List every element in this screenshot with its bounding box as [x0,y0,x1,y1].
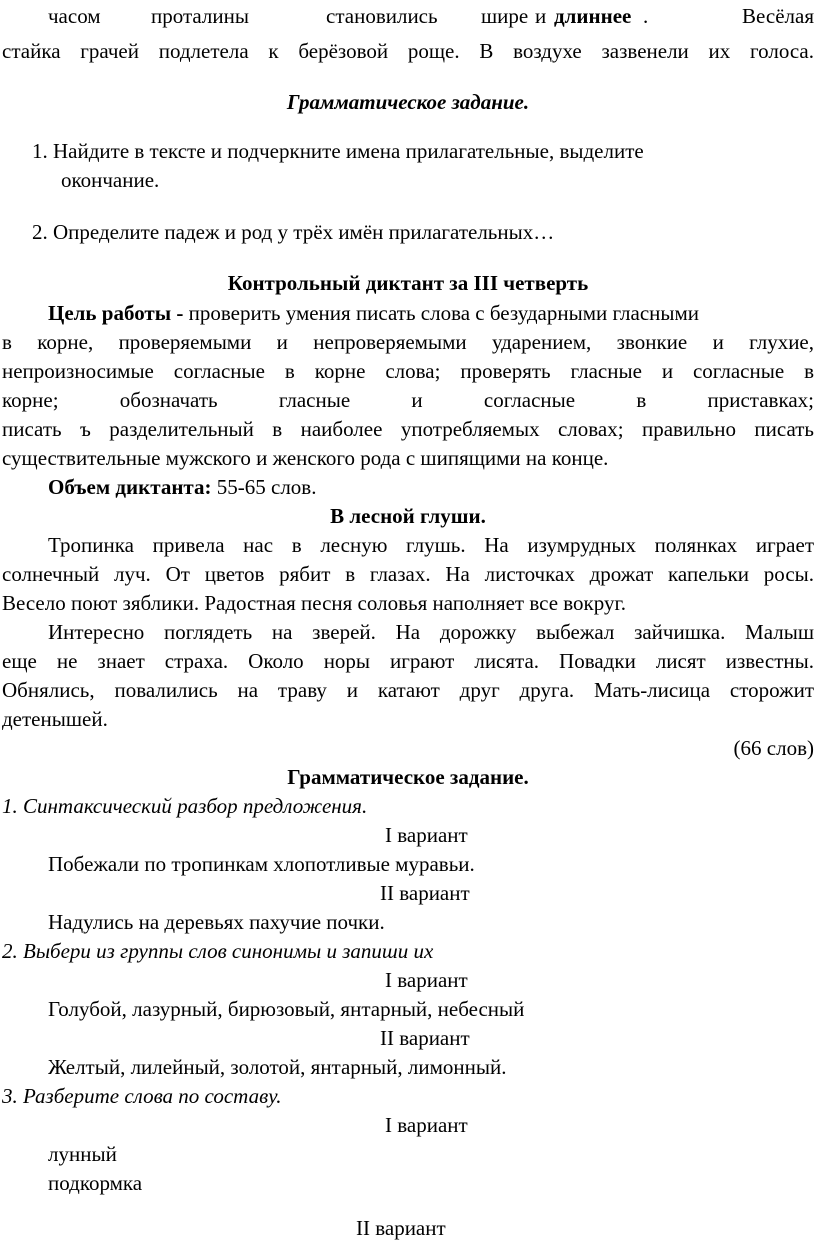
task-1-title: 1. Синтаксический разбор предложения. [2,794,368,818]
goal-line-5: писать ъ разделительный в наиболее употребляемых словах; правильно писать [2,417,814,441]
intro-line-2: стайка грачей подлетела к берёзовой роще. В воздухе зазвенели их голоса. [2,39,814,63]
para2-line-1: Интересно поглядеть на зверей. На дорожку выбежал зайчишка. Малыш [48,620,814,644]
task-2-title: 2. Выбери из группы слов синонимы и запиши их [2,939,434,963]
task-2-variant-1-text: Голубой, лазурный, бирюзовый, янтарный, небесный [48,997,525,1021]
goal-text: проверить умения писать слова с безударными гласными [183,301,700,325]
grammar-task-1-line-2: окончание. [61,168,160,192]
task-2-variant-2-text: Желтый, лилейный, золотой, янтарный, лимонный. [48,1055,507,1079]
para2-line-4: детенышей. [2,707,108,731]
task-3-word: подкормка [48,1171,143,1195]
para2-line-2: еще не знает страха. Около норы играют лисята. Повадки лисят известны. [2,649,814,673]
para1-line-1: Тропинка привела нас в лесную глушь. На изумрудных полянках играет [48,533,814,557]
intro-word: Весёлая [742,4,814,28]
volume-label: Объем диктанта: [48,475,212,499]
intro-word: шире [481,4,529,28]
volume-value: 55-65 слов. [211,475,317,499]
grammar-heading-2: Грамматическое задание. [287,765,529,789]
para1-line-3: Весело поют зяблики. Радостная песня соловья наполняет все вокруг. [2,591,626,615]
goal-line-3: непроизносимые согласные в корне слова; проверять гласные и согласные в [2,359,814,383]
dictation-title: Контрольный диктант за III четверть [227,271,589,295]
grammar-task-2: 2. Определите падеж и род у трёх имён прилагательных… [32,220,555,244]
grammar-task-1-line-1: 1. Найдите в тексте и подчеркните имена прилагательные, выделите [32,139,644,163]
intro-word: часом [48,4,101,28]
task-3-variant-2-label: II вариант [356,1216,446,1240]
grammar-heading-1: Грамматическое задание. [286,90,530,114]
para1-line-2: солнечный луч. От цветов рябит в глазах. На листочках дрожат капельки росы. [2,562,814,586]
volume-line [48,474,816,500]
task-1-variant-1-label: I вариант [385,823,468,847]
task-1-variant-2-text: Надулись на деревьях пахучие почки. [48,910,385,934]
intro-word-bold: длиннее [554,4,632,28]
word-count: (66 слов) [733,736,814,760]
task-3-title: 3. Разберите слова по составу. [2,1084,282,1108]
para2-line-3: Обнялись, повалились на траву и катают друг друга. Мать-лисица сторожит [2,678,814,702]
task-2-variant-1-label: I вариант [385,968,468,992]
goal-line-1 [48,300,814,326]
intro-word: становились [326,4,438,28]
intro-word: . [643,4,649,28]
task-1-variant-1-text: Побежали по тропинкам хлопотливые муравьи. [48,852,475,876]
goal-line-2: в корне, проверяемыми и непроверяемыми ударением, звонкие и глухие, [2,330,814,354]
task-3-word: лунный [48,1142,117,1166]
goal-line-4: корне; обозначать гласные и согласные в приставках; [2,388,814,412]
goal-label: Цель работы - [48,301,184,325]
intro-word: и [535,4,547,28]
intro-word: проталины [151,4,249,28]
task-3-variant-1-label: I вариант [385,1113,468,1137]
task-1-variant-2-label: II вариант [380,881,470,905]
text-title: В лесной глуши. [330,504,486,528]
task-2-variant-2-label: II вариант [380,1026,470,1050]
goal-line-6: существительные мужского и женского рода с шипящими на конце. [2,446,609,470]
